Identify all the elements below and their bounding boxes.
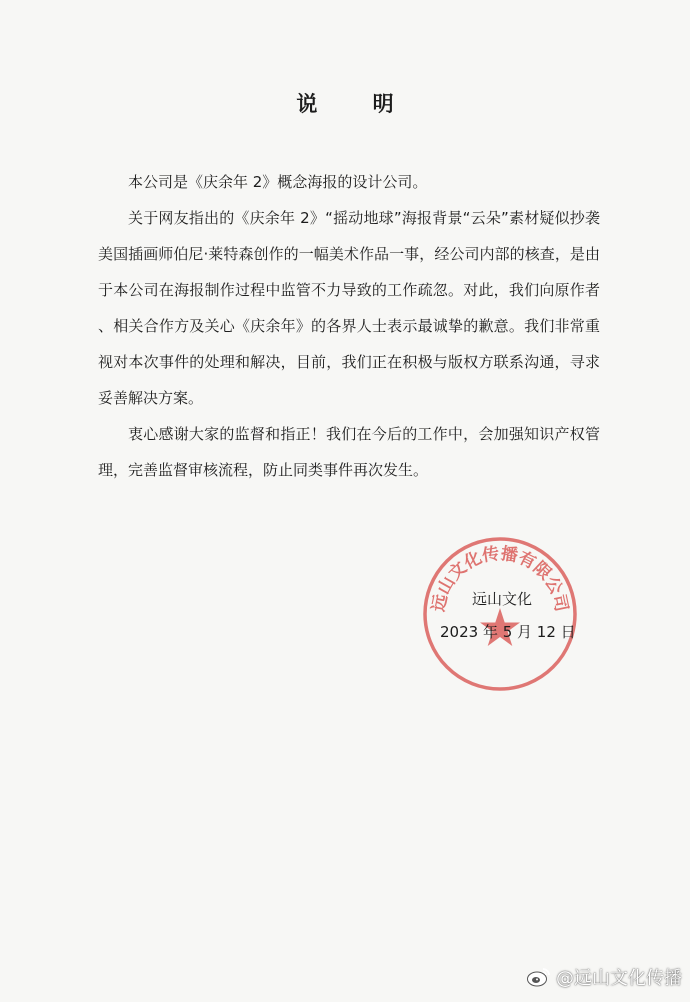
company-seal	[420, 534, 580, 694]
document-body	[98, 164, 600, 488]
document-title: 说 明	[296, 92, 418, 116]
signer-name: 远山文化	[472, 590, 533, 608]
paragraph-1: 本公司是《庆余年 2》概念海报的设计公司。	[128, 173, 428, 191]
paragraph-3: 衷心感谢大家的监督和指正！我们在今后的工作中，会加强知识产权管理，完善监督审核流程，防止同类事件再次发生。	[98, 425, 600, 479]
seal-text: 远山文化传播有限公司	[428, 543, 572, 614]
weibo-icon	[526, 966, 552, 988]
seal-graphic	[420, 534, 580, 694]
signature-date: 2023 年 5 月 12 日	[440, 623, 576, 641]
paragraph-2: 关于网友指出的《庆余年 2》“摇动地球”海报背景“云朵”素材疑似抄袭美国插画师伯尼·莱特森创作的一幅美术作品一事，经公司内部的核查，是由于本公司在海报制作过程中监管不力导致的工作疏忽。对此，我们向原作者、相关合作方及关心《庆余年》的各界人士表示最诚挚的歉意。我们非常重视对本次事件的处理和解决，目前，我们正在积极与版权方联系沟通，寻求妥善解决方案。	[98, 209, 600, 407]
watermark-text: @远山文化传播	[556, 968, 682, 989]
weibo-watermark	[526, 964, 682, 990]
